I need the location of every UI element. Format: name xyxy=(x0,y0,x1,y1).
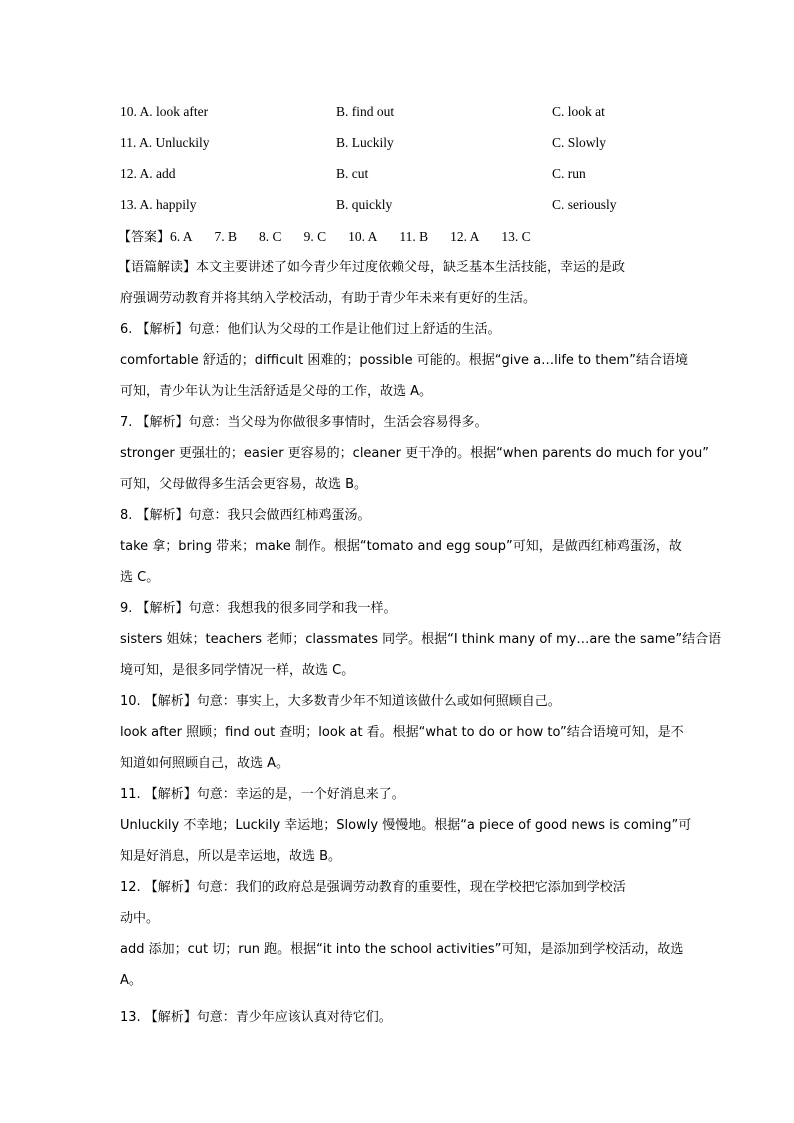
reading-intro-line: 府强调劳动教育并将其纳入学校活动，有助于青少年未来有更好的生活。 xyxy=(120,291,537,306)
analysis-text-line: 可知，青少年认为让生活舒适是父母的工作，故选 A。 xyxy=(120,384,433,399)
analysis-text-line: 境可知，是很多同学情况一样，故选 C。 xyxy=(120,663,355,678)
analysis-text-line: take 拿；bring 带来；make 制作。根据“tomato and egg soup”可知，是做西红柿鸡蛋汤，故 xyxy=(120,539,682,554)
option-row-12 xyxy=(120,164,680,184)
analysis-heading-9: 9. 【解析】句意：我想我的很多同学和我一样。 xyxy=(120,601,397,616)
analysis-heading-7: 7. 【解析】句意：当父母为你做很多事情时，生活会容易得多。 xyxy=(120,415,488,430)
reading-intro-line: 【语篇解读】本文主要讲述了如今青少年过度依赖父母，缺乏基本生活技能，幸运的是政 xyxy=(118,260,626,275)
option-a: 10. A. look after xyxy=(120,104,209,119)
answer-item: 10. A xyxy=(348,229,378,244)
option-c: C. run xyxy=(552,166,586,181)
analysis-heading-13: 13. 【解析】句意：青少年应该认真对待它们。 xyxy=(120,1010,392,1025)
answer-item: 6. A xyxy=(170,229,193,244)
option-a: 11. A. Unluckily xyxy=(120,135,210,150)
answer-label: 【答案】 xyxy=(118,230,171,245)
answer-item: 11. B xyxy=(399,229,429,244)
analysis-text-line: look after 照顾；find out 查明；look at 看。根据“what to do or how to”结合语境可知，是不 xyxy=(120,725,684,740)
answer-key xyxy=(118,226,553,248)
option-a: 12. A. add xyxy=(120,166,176,181)
analysis-text-line: sisters 姐妹；teachers 老师；classmates 同学。根据“I think many of my…are the same”结合语 xyxy=(120,632,722,647)
option-c: C. Slowly xyxy=(552,135,607,150)
analysis-text-line: stronger 更强壮的；easier 更容易的；cleaner 更干净的。根据“when parents do much for you” xyxy=(120,446,709,461)
analysis-text-line: Unluckily 不幸地；Luckily 幸运地；Slowly 慢慢地。根据“a piece of good news is coming”可 xyxy=(120,818,692,833)
answer-item: 9. C xyxy=(303,229,327,244)
option-c: C. look at xyxy=(552,104,605,119)
analysis-text-line: 选 C。 xyxy=(120,570,160,585)
option-b: B. Luckily xyxy=(336,135,394,150)
analysis-text-line: 知道如何照顾自己，故选 A。 xyxy=(120,756,290,771)
analysis-heading-6: 6. 【解析】句意：他们认为父母的工作是让他们过上舒适的生活。 xyxy=(120,322,501,337)
analysis-heading-8: 8. 【解析】句意：我只会做西红柿鸡蛋汤。 xyxy=(120,508,371,523)
answer-item: 13. C xyxy=(501,229,531,244)
option-row-13 xyxy=(120,195,680,215)
analysis-heading-12: 12. 【解析】句意：我们的政府总是强调劳动教育的重要性，现在学校把它添加到学校活 xyxy=(120,880,626,895)
option-b: B. quickly xyxy=(336,197,393,212)
analysis-text-line: 知是好消息，所以是幸运地，故选 B。 xyxy=(120,849,342,864)
answer-item: 12. A xyxy=(450,229,480,244)
option-row-11 xyxy=(120,133,680,153)
analysis-heading-10: 10. 【解析】句意：事实上，大多数青少年不知道该做什么或如何照顾自己。 xyxy=(120,694,561,709)
analysis-text-line: comfortable 舒适的；difficult 困难的；possible 可能的。根据“give a…life to them”结合语境 xyxy=(120,353,688,368)
option-row-10 xyxy=(120,102,680,122)
analysis-text-line: A。 xyxy=(120,973,142,988)
option-b: B. cut xyxy=(336,166,369,181)
answer-item: 8. C xyxy=(259,229,282,244)
analysis-heading-11: 11. 【解析】句意：幸运的是，一个好消息来了。 xyxy=(120,787,405,802)
answer-item: 7. B xyxy=(214,229,238,244)
option-b: B. find out xyxy=(336,104,395,119)
analysis-text-line: 动中。 xyxy=(120,911,160,926)
analysis-text-line: 可知，父母做得多生活会更容易，故选 B。 xyxy=(120,477,368,492)
option-c: C. seriously xyxy=(552,197,617,212)
option-a: 13. A. happily xyxy=(120,197,197,212)
analysis-text-line: add 添加；cut 切；run 跑。根据“it into the school activities”可知，是添加到学校活动，故选 xyxy=(120,942,684,957)
